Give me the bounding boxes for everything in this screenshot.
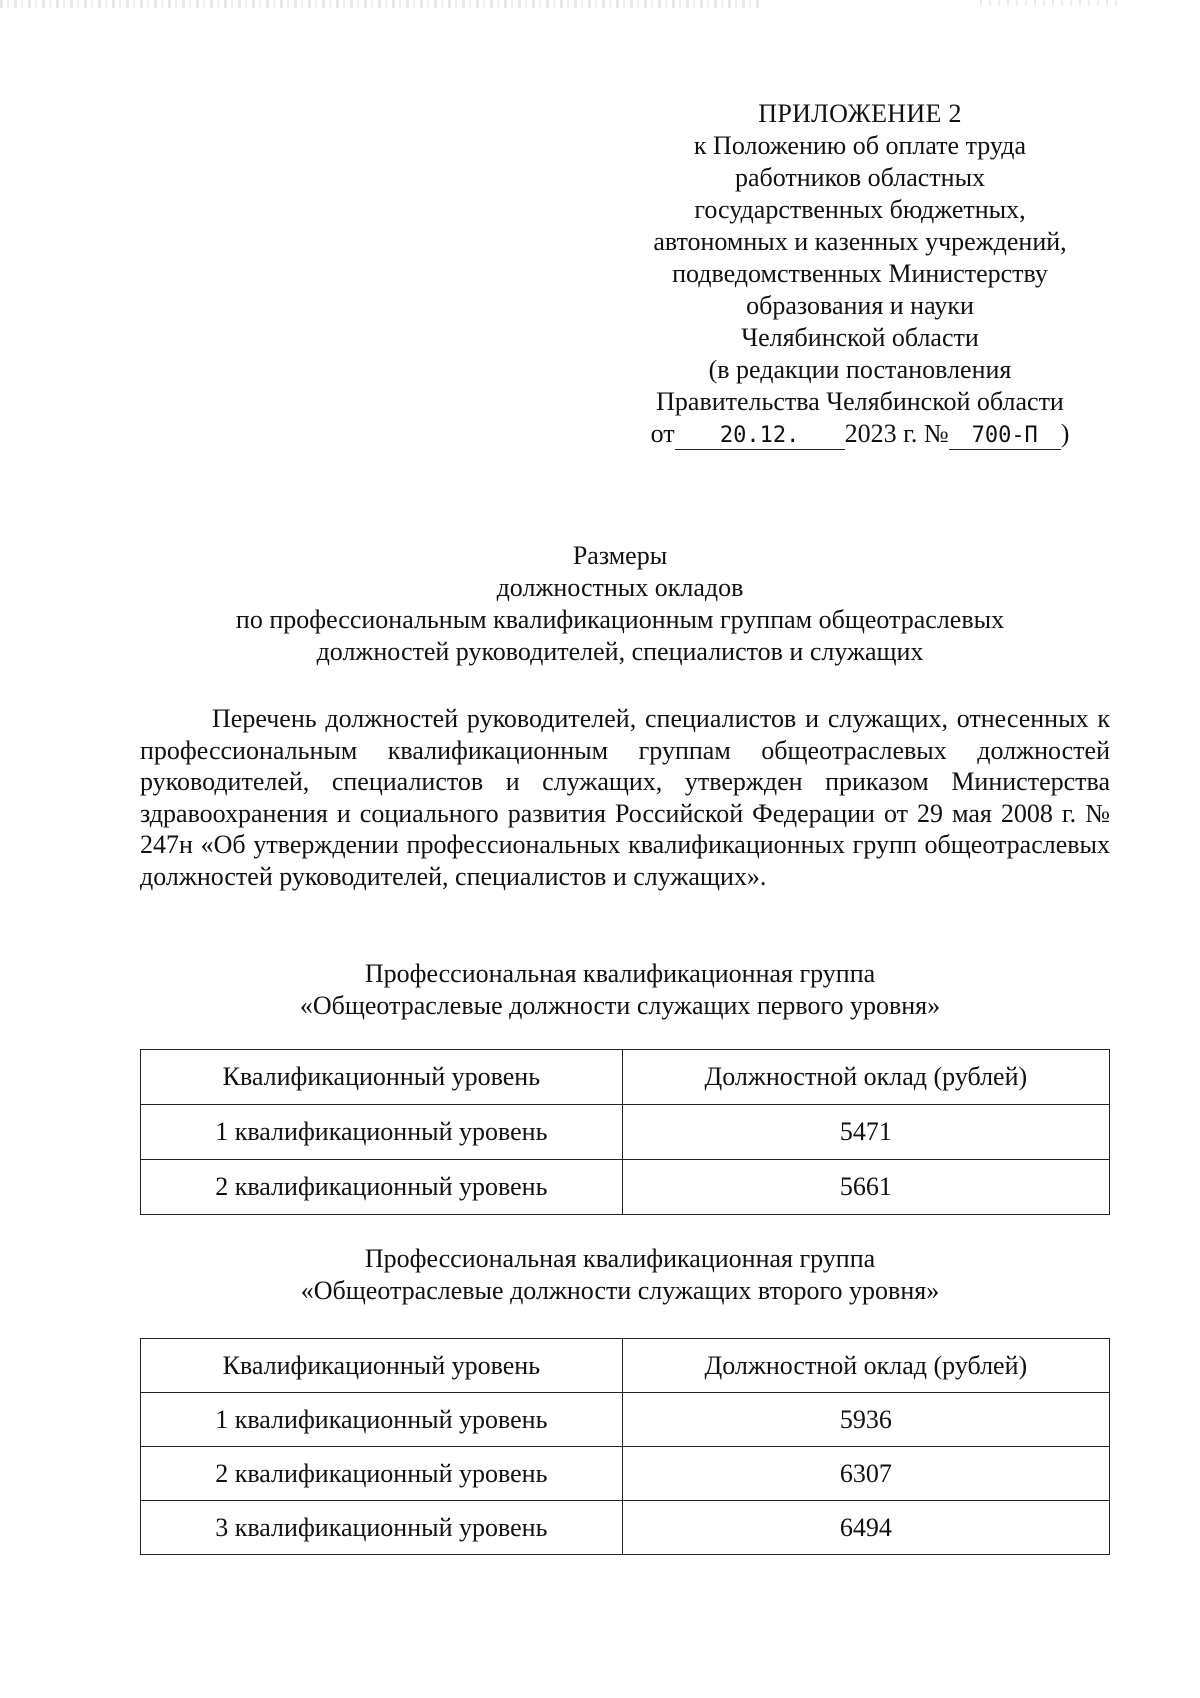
- annex-line: подведомственных Министерству: [672, 259, 1048, 288]
- salary-table-first-level: [140, 1049, 1110, 1215]
- table-row: [141, 1160, 1110, 1215]
- column-header-level: Квалификационный уровень: [141, 1339, 623, 1393]
- table-header-row: [141, 1339, 1110, 1393]
- annex-line: образования и науки: [746, 291, 974, 320]
- group-heading-line: Профессиональная квалификационная группа: [364, 959, 876, 988]
- title-line: должностных окладов: [496, 573, 744, 602]
- table-row: [141, 1501, 1110, 1555]
- annex-line: Челябинской области: [741, 323, 979, 352]
- salary-cell: 5661: [622, 1160, 1109, 1215]
- annex-line: (в редакции постановления: [708, 355, 1012, 384]
- date-prefix: от: [650, 419, 675, 448]
- table-row: [141, 1105, 1110, 1160]
- group-heading-line: «Общеотраслевые должности служащих первого уровня»: [299, 991, 941, 1020]
- table-header-row: [141, 1050, 1110, 1105]
- salary-cell: 5471: [622, 1105, 1109, 1160]
- annex-title: ПРИЛОЖЕНИЕ 2: [758, 99, 962, 128]
- title-line: по профессиональным квалификационным группам общеотраслевых: [235, 605, 1005, 634]
- table-row: [141, 1393, 1110, 1447]
- title-line: должностей руководителей, специалистов и служащих: [316, 637, 924, 666]
- scan-artifact: [0, 0, 760, 8]
- level-cell: 2 квалификационный уровень: [141, 1447, 623, 1501]
- level-cell: 2 квалификационный уровень: [141, 1160, 623, 1215]
- salary-cell: 6307: [622, 1447, 1109, 1501]
- column-header-salary: Должностной оклад (рублей): [622, 1339, 1109, 1393]
- group-heading-line: Профессиональная квалификационная группа: [364, 1244, 876, 1273]
- body-paragraph: Перечень должностей руководителей, специалистов и служащих, отнесенных к профессиональным квалификационным группам общеотраслевых должностей руководителей, специалистов и служащих, утвержден приказом Министерства здравоохранения и социального развития Российской Федерации от 29 мая 2008 г. № 247н «Об утверждении профессиональных квалификационных групп общеотраслевых должностей руководителей, специалистов и служащих».: [140, 704, 1110, 891]
- level-cell: 3 квалификационный уровень: [141, 1501, 623, 1555]
- group-heading-first-level: [120, 958, 1120, 1022]
- annex-line: работников областных: [734, 163, 986, 192]
- salary-table-second-level: [140, 1338, 1110, 1555]
- date-field: 20.12.: [675, 423, 845, 450]
- column-header-level: Квалификационный уровень: [141, 1050, 623, 1105]
- annex-line: к Положению об оплате труда: [693, 131, 1027, 160]
- annex-header: [620, 98, 1100, 450]
- table-row: [141, 1447, 1110, 1501]
- salary-cell: 6494: [622, 1501, 1109, 1555]
- decree-number-field: 700-П: [949, 423, 1061, 450]
- scan-artifact: [980, 0, 1120, 6]
- document-title: [120, 540, 1120, 668]
- group-heading-second-level: [120, 1243, 1120, 1307]
- level-cell: 1 квалификационный уровень: [141, 1393, 623, 1447]
- annex-line: государственных бюджетных,: [694, 195, 1026, 224]
- level-cell: 1 квалификационный уровень: [141, 1105, 623, 1160]
- column-header-salary: Должностной оклад (рублей): [622, 1050, 1109, 1105]
- annex-line: автономных и казенных учреждений,: [653, 227, 1067, 256]
- year-text: 2023 г. №: [844, 419, 949, 448]
- salary-cell: 5936: [622, 1393, 1109, 1447]
- group-heading-line: «Общеотраслевые должности служащих второго уровня»: [300, 1276, 940, 1305]
- annex-line: Правительства Челябинской области: [656, 387, 1064, 416]
- closing-paren: ): [1060, 419, 1070, 448]
- annex-date-line: [620, 418, 1100, 450]
- title-line: Размеры: [572, 541, 668, 570]
